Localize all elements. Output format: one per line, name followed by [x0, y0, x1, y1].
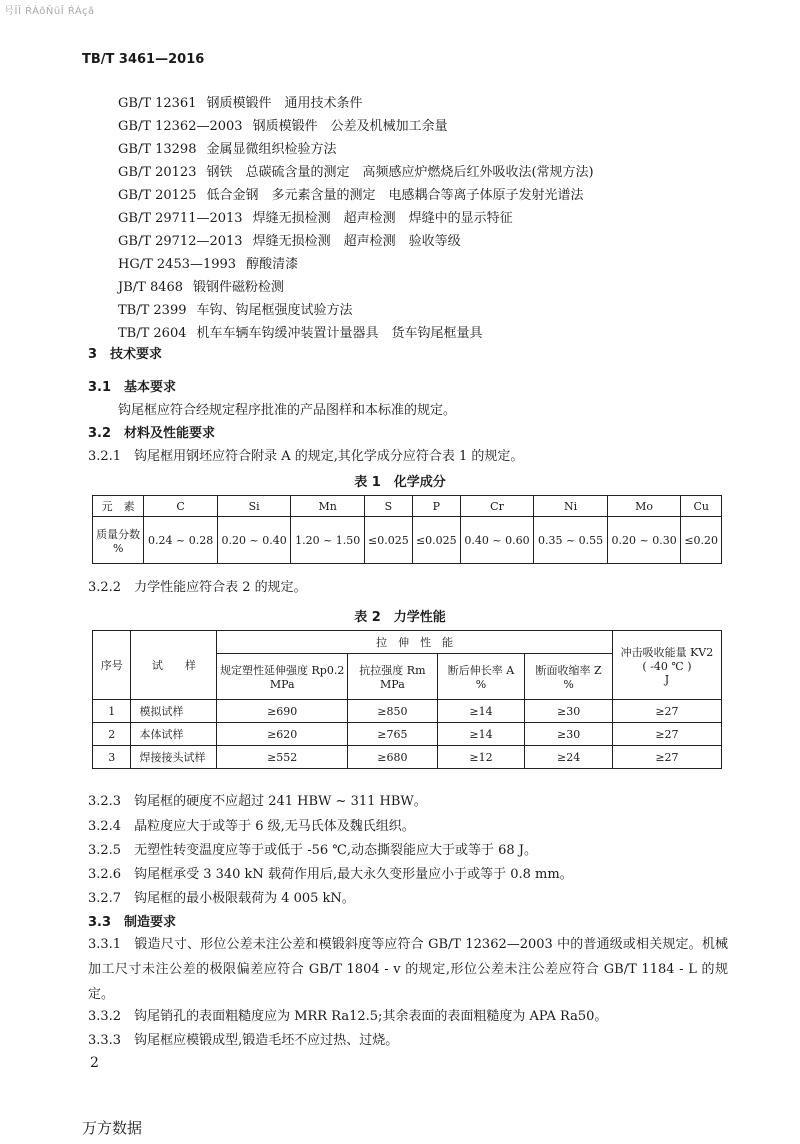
table-cell: ≥620: [217, 723, 348, 746]
reference-item: [118, 322, 738, 345]
reference-title: 机车车辆车钩缓冲装置计量器具 货车钩尾框量具: [196, 326, 483, 341]
table-cell: 0.20 ~ 0.40: [217, 517, 291, 564]
table-cell: ≥27: [612, 723, 721, 746]
reference-title: 锻钢件磁粉检测: [193, 280, 285, 295]
reference-item: [118, 184, 738, 207]
header-line: 断面收缩率 Z: [535, 664, 602, 677]
table-header-cell: [437, 654, 525, 700]
table-header-cell: 拉 伸 性 能: [217, 631, 613, 654]
table-header-cell: 序号: [93, 631, 131, 700]
header-line: %: [563, 678, 574, 691]
reference-code: GB/T 29711—2013: [118, 211, 243, 226]
paragraph-3-3-1: 3.3.1 锻造尺寸、形位公差未注公差和模锻斜度等应符合 GB/T 12362—2003 中的普通级或相关规定。机械加工尺寸未注公差的极限偏差应符合 GB/T 1804 - v 的规定,形位公差未注公差应符合 GB/T 1184 - L 的规定。: [88, 937, 728, 1002]
table-cell: ≥680: [348, 746, 438, 769]
reference-code: JB/T 8468: [118, 280, 184, 295]
reference-title: 醇酸清漆: [246, 257, 299, 272]
section-heading-3-3: 3.3 制造要求: [88, 915, 177, 930]
header-line: 断后伸长率 A: [447, 664, 515, 677]
table-cell: 0.24 ~ 0.28: [144, 517, 218, 564]
table-cell: 本体试样: [131, 723, 217, 746]
table-cell: 3: [93, 746, 131, 769]
reference-code: GB/T 13298: [118, 142, 197, 157]
header-line: 冲击吸收能量 KV2: [620, 646, 714, 659]
table-cell: ≥30: [525, 723, 613, 746]
table-cell: ≥14: [437, 700, 525, 723]
table-header-cell: Mo: [607, 496, 681, 517]
section-heading-3-2: 3.2 材料及性能要求: [88, 426, 216, 441]
reference-title: 金属显微组织检验方法: [206, 142, 337, 157]
table-cell: ≥14: [437, 723, 525, 746]
table-cell: 0.40 ~ 0.60: [460, 517, 534, 564]
table-cell: 焊接接头试样: [131, 746, 217, 769]
table-cell: ≤0.025: [364, 517, 412, 564]
paragraph-3-2-6: 3.2.6 钩尾框承受 3 340 kN 载荷作用后,最大永久变形量应小于或等于 0.8 mm。: [88, 867, 573, 882]
paragraph-3-3-3: 3.3.3 钩尾框应模锻成型,锻造毛坯不应过热、过烧。: [88, 1033, 399, 1048]
reference-code: GB/T 20123: [118, 165, 197, 180]
reference-code: TB/T 2604: [118, 326, 187, 341]
paragraph-3-2-5: 3.2.5 无塑性转变温度应等于或低于 -56 ℃,动态撕裂能应大于或等于 68 J。: [88, 843, 537, 858]
table-header-cell: [612, 631, 721, 700]
reference-code: GB/T 20125: [118, 188, 197, 203]
header-line: 抗拉强度 Rm: [359, 664, 426, 677]
section-heading-3-1: 3.1 基本要求: [88, 380, 177, 395]
table-header-cell: P: [412, 496, 460, 517]
table-cell: ≤0.20: [681, 517, 722, 564]
table-cell: ≥27: [612, 700, 721, 723]
table-cell: ≥24: [525, 746, 613, 769]
table-header-cell: [525, 654, 613, 700]
header-line: MPa: [380, 678, 405, 691]
reference-item: [118, 161, 738, 184]
table2-mechanical-properties: [92, 630, 722, 769]
table-row: [93, 723, 722, 746]
table-header-cell: [217, 654, 348, 700]
paragraph-3-2-7: 3.2.7 钩尾框的最小极限载荷为 4 005 kN。: [88, 891, 355, 906]
header-line: 规定塑性延伸强度 Rp0.2: [220, 664, 345, 677]
header-line: %: [475, 678, 487, 691]
paragraph-3-2-1: 3.2.1 钩尾框用钢坯应符合附录 A 的规定,其化学成分应符合表 1 的规定。: [88, 449, 524, 464]
table-header-cell: S: [364, 496, 412, 517]
table-header-cell: [348, 654, 438, 700]
paragraph-3-2-2: 3.2.2 力学性能应符合表 2 的规定。: [88, 580, 307, 595]
reference-item: [118, 230, 738, 253]
reference-code: TB/T 2399: [118, 303, 187, 318]
table-row-label: [93, 517, 144, 564]
reference-title: 焊缝无损检测 超声检测 焊缝中的显示特征: [252, 211, 513, 226]
table-header-cell: Si: [217, 496, 291, 517]
table-cell: 1: [93, 700, 131, 723]
table-header-cell: 元 素: [93, 496, 144, 517]
reference-title: 钢质模锻件 通用技术条件: [206, 96, 363, 111]
row-label-line: 质量分数: [96, 527, 141, 541]
reference-title: 钢铁 总碳硫含量的测定 高频感应炉燃烧后红外吸收法(常规方法): [206, 165, 594, 180]
table-header-cell: 试 样: [131, 631, 217, 700]
table1-chemical-composition: [92, 495, 722, 564]
reference-title: 焊缝无损检测 超声检测 验收等级: [252, 234, 461, 249]
row-label-unit: %: [112, 541, 124, 555]
table-cell: ≥30: [525, 700, 613, 723]
table-header-cell: C: [144, 496, 218, 517]
table-header-cell: Ni: [534, 496, 608, 517]
header-line: J: [664, 673, 670, 686]
reference-item: [118, 92, 738, 115]
table-cell: ≥850: [348, 700, 438, 723]
reference-code: GB/T 12362—2003: [118, 119, 243, 134]
table-header-cell: Mn: [291, 496, 365, 517]
table-cell: 1.20 ~ 1.50: [291, 517, 365, 564]
paragraph-3-3-2: 3.3.2 钩尾销孔的表面粗糙度应为 MRR Ra12.5;其余表面的表面粗糙度为 APA Ra50。: [88, 1009, 608, 1024]
reference-item: [118, 207, 738, 230]
table-cell: 2: [93, 723, 131, 746]
table1-caption: 表 1 化学成分: [354, 475, 446, 490]
reference-code: GB/T 29712—2013: [118, 234, 243, 249]
section-heading-3: 3 技术要求: [88, 347, 163, 362]
reference-item: [118, 138, 738, 161]
reference-code: GB/T 12361: [118, 96, 197, 111]
normative-references-list: [118, 92, 738, 345]
reference-title: 低合金钢 多元素含量的测定 电感耦合等离子体原子发射光谱法: [206, 188, 584, 203]
paragraph-3-2-4: 3.2.4 晶粒度应大于或等于 6 级,无马氏体及魏氏组织。: [88, 819, 415, 834]
table-cell: 0.35 ~ 0.55: [534, 517, 608, 564]
reference-title: 钢质模锻件 公差及机械加工余量: [252, 119, 448, 134]
table-cell: 0.20 ~ 0.30: [607, 517, 681, 564]
header-line: MPa: [269, 678, 295, 691]
reference-code: HG/T 2453—1993: [118, 257, 237, 272]
reference-item: [118, 115, 738, 138]
table-cell: 模拟试样: [131, 700, 217, 723]
table-cell: ≥690: [217, 700, 348, 723]
table-row: [93, 746, 722, 769]
footer-source-label: 万方数据: [82, 1119, 143, 1137]
reference-title: 车钩、钩尾框强度试验方法: [196, 303, 353, 318]
header-line: ( -40 ℃ ): [642, 660, 692, 673]
standard-code-header: TB/T 3461—2016: [82, 52, 205, 67]
watermark-text: 号ÎÎ ŔÁõŇüÎ ŔÁçã: [4, 6, 95, 17]
table-header-cell: Cu: [681, 496, 722, 517]
table-cell: ≤0.025: [412, 517, 460, 564]
paragraph-3-1: 钩尾框应符合经规定程序批准的产品图样和本标准的规定。: [118, 403, 457, 418]
table-cell: ≥12: [437, 746, 525, 769]
table2-caption: 表 2 力学性能: [354, 610, 446, 625]
table-header-cell: Cr: [460, 496, 534, 517]
reference-item: [118, 253, 738, 276]
table-cell: ≥765: [348, 723, 438, 746]
paragraph-3-2-3: 3.2.3 钩尾框的硬度不应超过 241 HBW ~ 311 HBW。: [88, 794, 427, 809]
table-row: [93, 700, 722, 723]
reference-item: [118, 299, 738, 322]
table-cell: ≥27: [612, 746, 721, 769]
page-number: 2: [90, 1055, 99, 1071]
table-cell: ≥552: [217, 746, 348, 769]
reference-item: [118, 276, 738, 299]
